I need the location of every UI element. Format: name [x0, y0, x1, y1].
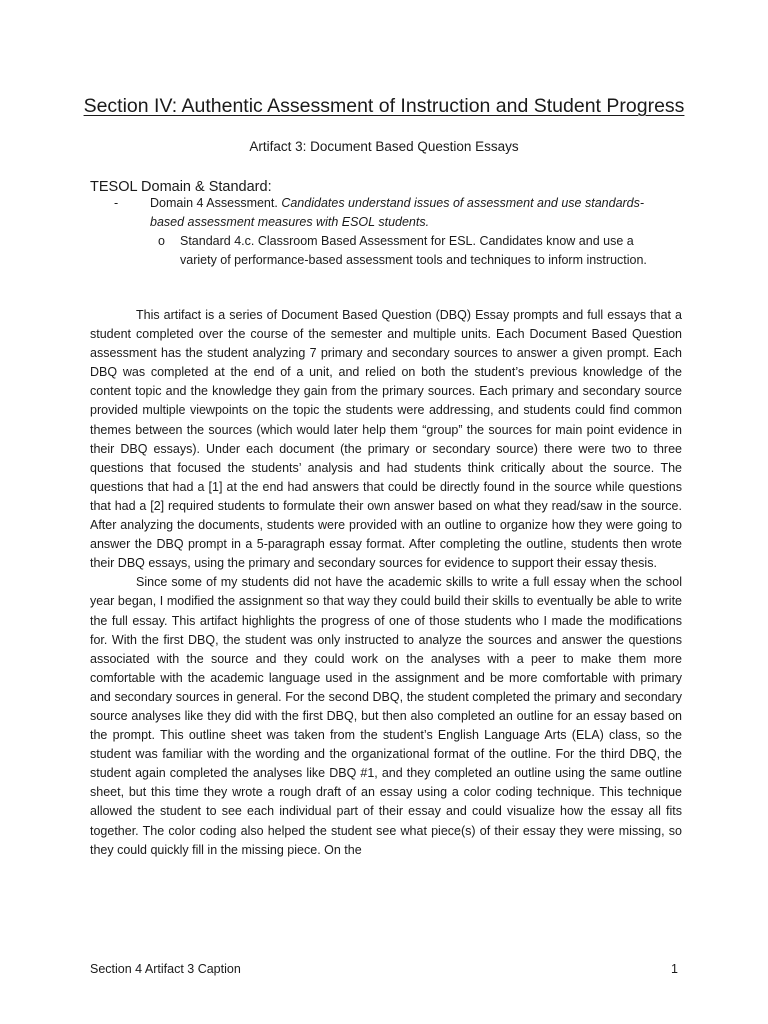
section-title-text: Section IV: Authentic Assessment of Instruction and Student Progress: [83, 95, 685, 117]
tesol-heading: TESOL Domain & Standard:: [90, 179, 272, 195]
footer-caption: Section 4 Artifact 3 Caption: [90, 962, 241, 976]
artifact-title: Artifact 3: Document Based Question Essays: [249, 139, 519, 154]
domain-label: Domain 4 Assessment.: [150, 196, 278, 210]
standard-text: Standard 4.c. Classroom Based Assessment for ESL. Candidates know and use a variety of performance-based assessment tools and techniques to inform instruction.: [180, 234, 647, 267]
domain-text: [150, 194, 670, 232]
body-text: [90, 306, 682, 860]
circle-bullet: o: [158, 234, 165, 248]
dash-bullet: -: [114, 196, 119, 210]
paragraph-2: Since some of my students did not have the academic skills to write a full essay when the school year began, I modified the assignment so that way they could build their skills to eventually be able to write the full essay. This artifact highlights the progress of one of those students who I made the modifications for. With the first DBQ, the student was only instructed to analyze the sources and answer the questions associated with the source and they could work on the analyses with a peer to make them more comfortable with the academic language used in the assignment and be more comfortable with primary and secondary sources in general. For the second DBQ, the student completed the primary and secondary source analyses like they did with the first DBQ, but then also completed an outline for an essay based on the prompt. This outline sheet was taken from the student’s English Language Arts (ELA) class, so the student was familiar with the wording and the organizational format of the outline. For the third DBQ, the student again completed the analyses like DBQ #1, and they completed an outline using the same outline sheet, but this time they wrote a rough draft of an essay using a color coding technique. This technique allowed the student to see each individual part of their essay and could visualize how the essay all fits together. The color coding also helped the student see what piece(s) of their essay they were missing, so they could quickly fill in the missing piece. On the: [90, 575, 682, 857]
domain-description: Candidates understand issues of assessment and use standards-based assessment measures with ESOL students.: [150, 196, 645, 229]
page-number: 1: [671, 962, 678, 976]
paragraph-1: This artifact is a series of Document Based Question (DBQ) Essay prompts and full essays that a student completed over the course of the semester and multiple units. Each Document Based Question assessment has the student analyzing 7 primary and secondary sources to answer a given prompt. Each DBQ was completed at the end of a unit, and relied on both the student’s previous knowledge of the content topic and the knowledge they gain from the primary sources. Each primary and secondary source provided multiple viewpoints on the topic the students were addressing, and students could find common themes between the sources (which would later help them “group” the sources for main point evidence in their DBQ essays). Under each document (the primary or secondary source) there were two to three questions that focused the students’ analysis and had students think critically about the source. The questions that had a [1] at the end had answers that could be directly found in the source while questions that had a [2] required students to formulate their own answer based on what they read/saw in the source. After analyzing the documents, students were provided with an outline to organize how they were going to answer the DBQ prompt in a 5-paragraph essay format. After completing the outline, students then wrote their DBQ essays, using the primary and secondary sources for evidence to support their essay thesis.: [90, 308, 682, 571]
section-title: [0, 94, 768, 118]
